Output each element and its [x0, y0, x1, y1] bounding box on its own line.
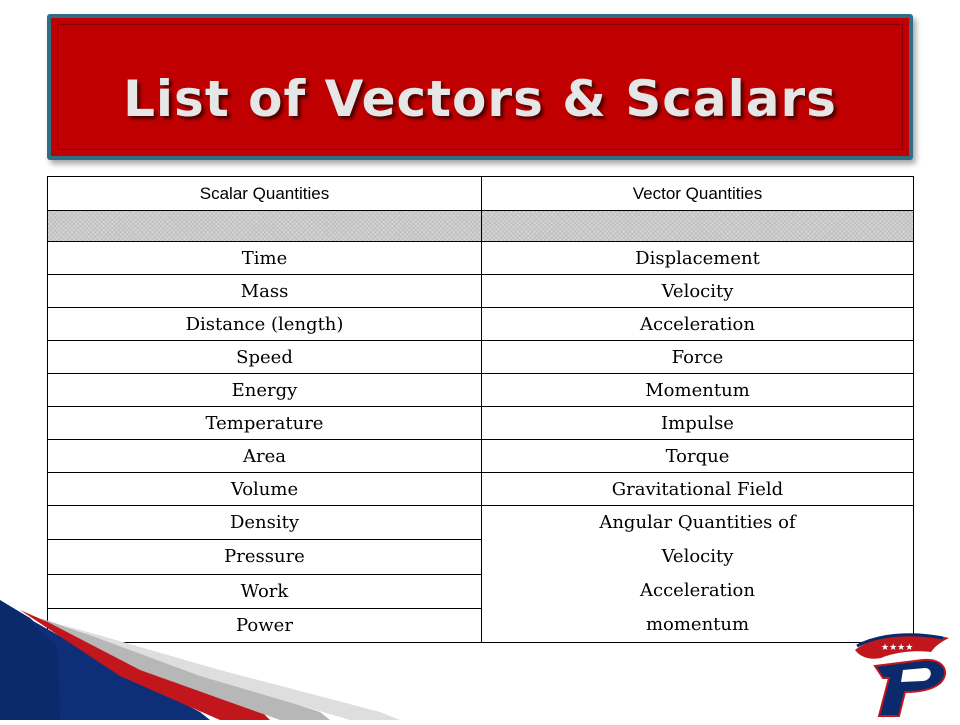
vector-merged-line: Acceleration: [640, 580, 755, 601]
vector-cell: Velocity: [482, 275, 914, 308]
scalar-cell: Pressure: [48, 540, 482, 574]
vector-cell: Momentum: [482, 374, 914, 407]
vector-merged-cell: [482, 506, 914, 643]
header-vector-quantities: Vector Quantities: [482, 177, 914, 211]
vector-cell: Force: [482, 341, 914, 374]
patriots-p-logo: [845, 628, 955, 720]
vector-cell: Displacement: [482, 242, 914, 275]
vector-merged-line: momentum: [645, 614, 750, 635]
page-title: List of Vectors & Scalars: [123, 70, 837, 128]
scalar-cell: Distance (length): [48, 308, 482, 341]
vector-cell: Torque: [482, 440, 914, 473]
vector-merged-line: Velocity: [661, 546, 734, 567]
table-row: [48, 308, 914, 341]
scalar-cell: Area: [48, 440, 482, 473]
scalar-cell: Energy: [48, 374, 482, 407]
table-row: [48, 506, 914, 540]
table-row: [48, 407, 914, 440]
scalar-cell: Mass: [48, 275, 482, 308]
vector-cell: Impulse: [482, 407, 914, 440]
table-row: [48, 473, 914, 506]
scalar-cell: Power: [48, 608, 482, 642]
patterned-separator-row: [48, 211, 914, 242]
table-row: [48, 275, 914, 308]
scalar-cell: Speed: [48, 341, 482, 374]
table-row: [48, 374, 914, 407]
vector-cell: Acceleration: [482, 308, 914, 341]
table-header-row: [48, 177, 914, 211]
svg-text:★★★★: ★★★★: [881, 643, 914, 653]
scalar-cell: Volume: [48, 473, 482, 506]
table-row: [48, 440, 914, 473]
scalar-cell: Work: [48, 574, 482, 608]
patterned-cell: [48, 211, 482, 242]
scalar-cell: Density: [48, 506, 482, 540]
corner-swoosh-decoration: [0, 600, 440, 720]
header-scalar-quantities: Scalar Quantities: [48, 177, 482, 211]
table-row: [48, 242, 914, 275]
vector-cell: Gravitational Field: [482, 473, 914, 506]
vectors-scalars-table: [47, 176, 914, 643]
scalar-cell: Temperature: [48, 407, 482, 440]
title-banner: [47, 14, 913, 160]
scalar-cell: Time: [48, 242, 482, 275]
patterned-cell: [482, 211, 914, 242]
table-row: [48, 341, 914, 374]
vector-merged-line: Angular Quantities of: [599, 512, 796, 533]
